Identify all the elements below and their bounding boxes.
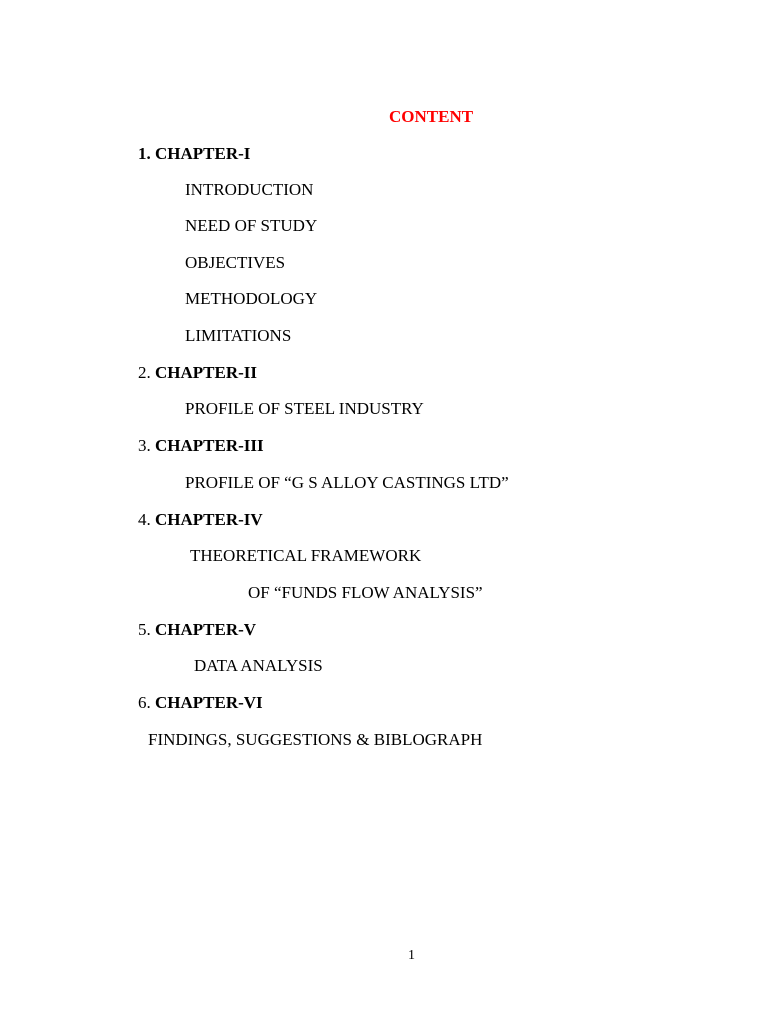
chapter-6-heading: [138, 693, 263, 713]
chapter-1-topic-need-of-study: NEED OF STUDY: [185, 216, 318, 235]
chapter-3-label: CHAPTER-III: [155, 436, 264, 455]
chapter-4-topic-funds-flow: OF “FUNDS FLOW ANALYSIS”: [248, 583, 483, 602]
chapter-1-heading: [138, 144, 250, 164]
chapter-5-label: CHAPTER-V: [155, 620, 257, 639]
chapter-6-label: CHAPTER-VI: [155, 693, 263, 712]
chapter-1-topic-methodology: METHODOLOGY: [185, 289, 318, 308]
chapter-5-topic-data-analysis: DATA ANALYSIS: [194, 656, 323, 675]
chapter-3-heading: [138, 436, 264, 456]
chapter-4-heading: [138, 510, 263, 530]
chapter-2-heading: [138, 363, 257, 383]
chapter-6-number: 6.: [138, 693, 151, 712]
chapter-2-number: 2.: [138, 363, 151, 382]
chapter-1-topic-limitations: LIMITATIONS: [185, 326, 292, 345]
chapter-3-number: 3.: [138, 436, 151, 455]
chapter-5-number: 5.: [138, 620, 151, 639]
page-number: 1: [408, 948, 415, 963]
chapter-4-number: 4.: [138, 510, 151, 529]
chapter-1-topic-objectives: OBJECTIVES: [185, 253, 286, 272]
chapter-2-label: CHAPTER-II: [155, 363, 258, 382]
chapter-1-label: CHAPTER-I: [155, 144, 251, 163]
page-title: CONTENT: [389, 107, 474, 126]
chapter-5-heading: [138, 620, 256, 640]
chapter-6-topic-findings: FINDINGS, SUGGESTIONS & BIBLOGRAPH: [148, 730, 483, 749]
chapter-4-label: CHAPTER-IV: [155, 510, 263, 529]
chapter-3-topic-company-profile: PROFILE OF “G S ALLOY CASTINGS LTD”: [185, 473, 509, 492]
chapter-1-number: 1.: [138, 144, 151, 163]
chapter-4-topic-theoretical-framework: THEORETICAL FRAMEWORK: [190, 546, 422, 565]
chapter-2-topic-steel-industry: PROFILE OF STEEL INDUSTRY: [185, 399, 424, 418]
chapter-1-topic-introduction: INTRODUCTION: [185, 180, 314, 199]
